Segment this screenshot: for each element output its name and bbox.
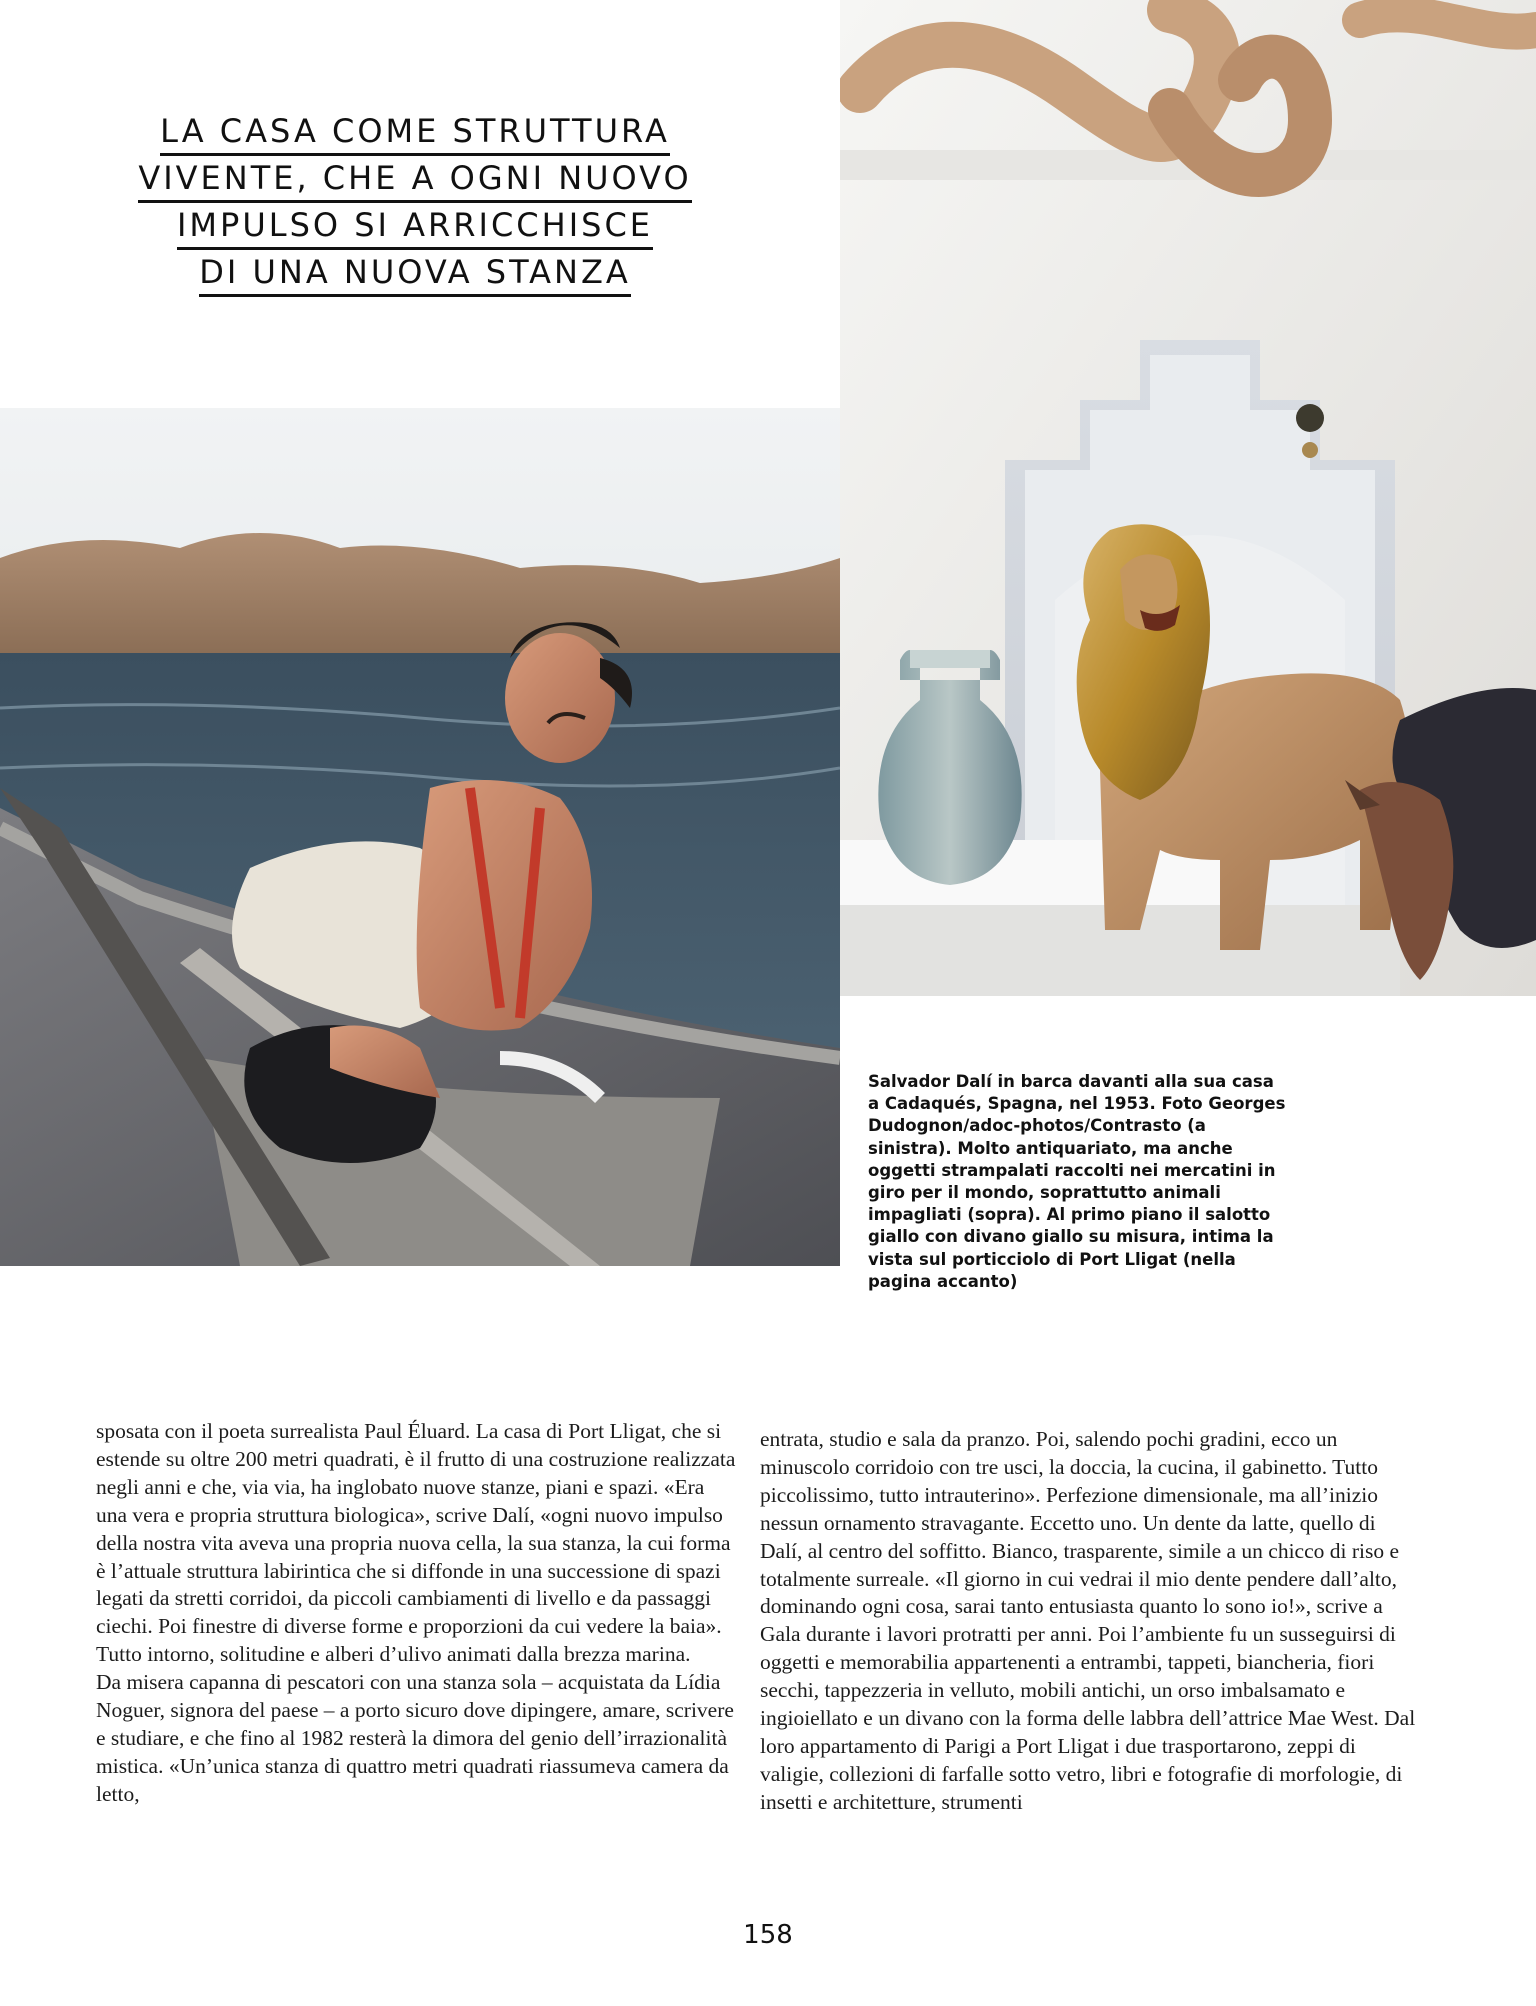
body-paragraph: entrata, studio e sala da pranzo. Poi, salendo pochi gradini, ecco un minuscolo corridoio con tre usci, la doccia, la cucina, il gabinetto. Tutto piccolissimo, tutto intrauterino». Perfezione dimensionale, ma all’inizio nessun ornamento stravagante. Eccetto uno. Un dente da latte, quello di Dalí, al centro del soffitto. Bianco, trasparente, simile a un chicco di riso e totalmente surreale. «Il giorno in cui vedrai il mio dente pendere dall’alto, dominando ogni cosa, sarai tanto entusiasta quanto lo sono io!», scrive a Gala durante i lavori protratti per anni. Poi l’ambiente fu un susseguirsi di oggetti e memorabilia appartenenti a entrambi, tappeti, biancheria, fiori secchi, tappezzeria in velluto, mobili antichi, un orso imbalsamato e ingioiellato e un divano con la forma delle labbra dell’attrice Mae West. Dal loro appartamento di Parigi a Port Lligat i due trasportarono, zeppi di valigie, collezioni di farfalle sotto vetro, libri e fotografie di morfologie, di insetti e architetture, strumenti bbox=[760, 1427, 1416, 1814]
photo-dali-boat-illustration bbox=[0, 408, 840, 1266]
body-column-right bbox=[760, 1426, 1420, 1817]
body-column-left bbox=[96, 1418, 736, 1809]
headline-line: VIVENTE, CHE A OGNI NUOVO bbox=[138, 159, 691, 203]
headline-line: LA CASA COME STRUTTURA bbox=[160, 112, 670, 156]
photo-dali-boat bbox=[0, 408, 840, 1266]
body-paragraph: sposata con il poeta surrealista Paul Éluard. La casa di Port Lligat, che si estende su oltre 200 metri quadrati, è il frutto di una costruzione realizzata negli anni e che, via via, ha inglobato nuove stanze, piani e spazi. «Era una vera e propria struttura biologica», scrive Dalí, «ogni nuovo impulso della nostra vita aveva una propria nuova cella, la sua stanza, la cui forma è l’attuale struttura labirintica che si diffonde in una successione di spazi legati da stretti corridoi, da piccoli cambiamenti di livello e da passaggi ciechi. Poi finestre di diverse forme e proporzioni da cui vedere la baia». Tutto intorno, solitudine e alberi d’ulivo animati dalla brezza marina. Da misera capanna di pescatori con una stanza sola – acquistata da Lídia Noguer, signora del paese – a porto sicuro dove dipingere, amare, scrivere e studiare, e che fino al 1982 resterà la dimora del genio dell’irrazionalità mistica. «Un’unica stanza di quattro metri quadrati riassumeva camera da letto, bbox=[96, 1419, 736, 1806]
page-number: 158 bbox=[743, 1920, 793, 1950]
photo-lion-room-illustration bbox=[840, 0, 1536, 996]
headline bbox=[120, 108, 710, 296]
headline-line: IMPULSO SI ARRICCHISCE bbox=[177, 206, 653, 250]
photo-caption: Salvador Dalí in barca davanti alla sua casa a Cadaqués, Spagna, nel 1953. Foto Georges Dudognon/adoc-photos/Contrasto (a sinistra). Molto antiquariato, ma anche oggetti strampalati raccolti nei mercatini in giro per il mondo, soprattutto animali impagliati (sopra). Al primo piano il salotto giallo con divano giallo su misura, intima la vista sul porticciolo di Port Lligat (nella pagina accanto) bbox=[868, 1072, 1286, 1291]
headline-line: DI UNA NUOVA STANZA bbox=[199, 253, 631, 297]
photo-lion-room bbox=[840, 0, 1536, 996]
